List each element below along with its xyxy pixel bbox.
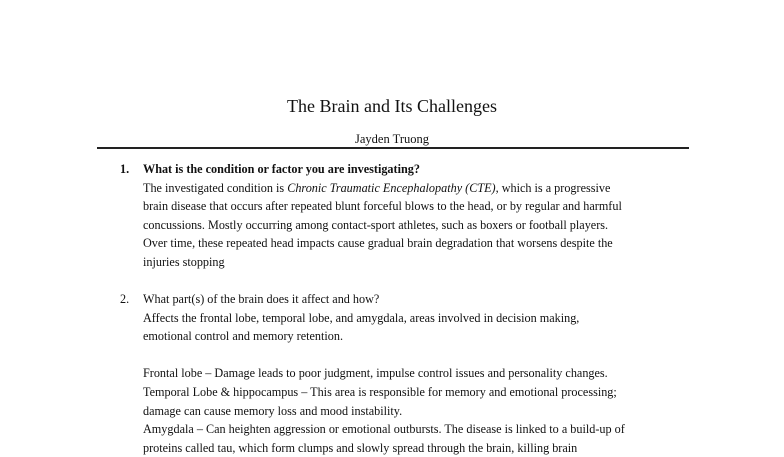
region-line: proteins called tau, which form clumps and slowly spread through the brain, killing brain: [143, 440, 578, 455]
question-number: 1.: [120, 162, 130, 176]
author-name: Jayden Truong: [355, 132, 429, 146]
answer-line: [143, 179, 698, 198]
document-title: The Brain and Its Challenges: [287, 96, 497, 116]
answer-line: Affects the frontal lobe, temporal lobe, and amygdala, areas involved in decision making,: [143, 310, 580, 325]
region-line: Frontal lobe – Damage leads to poor judgment, impulse control issues and personality changes.: [143, 366, 608, 381]
question-body: [143, 160, 698, 272]
answer-text: which is a progressive: [498, 180, 611, 195]
answer-line: brain disease that occurs after repeated blunt forceful blows to the head, or by regular and harmful: [143, 199, 622, 214]
question-2: [120, 290, 700, 457]
question-number: 2.: [120, 292, 130, 306]
paragraph-gap: [143, 346, 698, 365]
question-body: [143, 290, 698, 457]
question-text: What is the condition or factor you are investigating?: [143, 162, 420, 176]
region-line: Amygdala – Can heighten aggression or emotional outbursts. The disease is linked to a build-up of: [143, 422, 625, 437]
region-line: Temporal Lobe & hippocampus – This area is responsible for memory and emotional processing;: [143, 384, 617, 399]
question-1: [120, 160, 700, 272]
header-divider: [97, 147, 689, 149]
answer-line: injuries stopping: [143, 254, 225, 269]
answer-line: concussions. Mostly occurring among contact-sport athletes, such as boxers or football players.: [143, 217, 609, 232]
condition-name: Chronic Traumatic Encephalopathy (CTE),: [287, 180, 499, 195]
answer-intro: The investigated condition is: [143, 180, 288, 195]
region-line: damage can cause memory loss and mood instability.: [143, 403, 403, 418]
question-text: What part(s) of the brain does it affect and how?: [143, 292, 380, 306]
answer-line: Over time, these repeated head impacts cause gradual brain degradation that worsens despite the: [143, 236, 613, 251]
answer-line: emotional control and memory retention.: [143, 329, 344, 344]
